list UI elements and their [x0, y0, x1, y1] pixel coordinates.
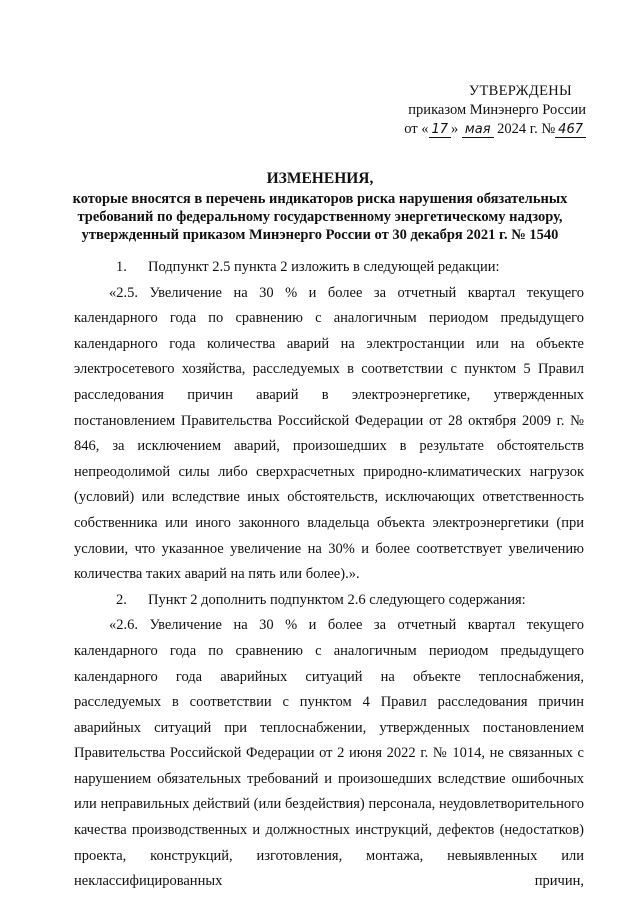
date-mid: » [451, 121, 462, 137]
date-year: 2024 г. № [493, 121, 556, 137]
document-title [70, 170, 570, 244]
date-day: 17 [429, 122, 452, 138]
order-number: 467 [555, 122, 586, 138]
item-2 [74, 588, 584, 614]
document-body [74, 255, 584, 895]
item-1 [74, 255, 584, 281]
approval-order: приказом Минэнерго России [408, 102, 586, 118]
approval-stamp [366, 82, 586, 139]
title-heading: ИЗМЕНЕНИЯ, [266, 170, 374, 187]
item-1-quote: «2.5. Увеличение на 30 % и более за отчетный квартал текущего календарного года по сравнению с аналогичным периодом предыдущего календарного года количества аварий на электростанции или на объекте электросетевого хозяйства, расследуемых в соответствии с пунктом 5 Правил расследования причин аварий в электроэнергетике, утвержденных постановлением Правительства Российской Федерации от 28 октября 2009 г. № 846, за исключением аварий, произошедших в результате обстоятельств непреодолимой силы либо сверхрасчетных природно-климатических нагрузок (условий) или вследствие иных обстоятельств, исключающих ответственность собственника или иного законного владельца объекта электроэнергетики (при условии, что указанное увеличение на 30% и более соответствует увеличению количества таких аварий на пять или более).». [74, 284, 584, 583]
date-prefix: от « [404, 121, 429, 137]
item-1-number: 1. [116, 259, 127, 275]
approval-date [366, 120, 586, 139]
date-month: мая [462, 122, 494, 138]
approval-heading: УТВЕРЖДЕНЫ [468, 83, 572, 99]
item-2-quote: «2.6. Увеличение на 30 % и более за отчетный квартал текущего календарного года по сравнению с аналогичным периодом предыдущего календарного года аварийных ситуаций на объекте теплоснабжения, расследуемых в соответствии с пунктом 4 Правил расследования причин аварийных ситуаций при теплоснабжении, утвержденных постановлением Правительства Российской Федерации от 2 июня 2022 г. № 1014, не связанных с нарушением обязательных требований и произошедших вследствие ошибочных или неправильных действий (или бездействия) персонала, неудовлетворительного качества производственных и должностных инструкций, дефектов (недостатков) проекта, конструкций, изготовления, монтажа, невыявленных или неклассифицированных причин, [74, 617, 584, 890]
item-2-text: Пункт 2 дополнить подпунктом 2.6 следующего содержания: [148, 591, 526, 608]
item-1-text: Подпункт 2.5 пункта 2 изложить в следующей редакции: [148, 259, 500, 275]
item-2-number: 2. [116, 591, 127, 608]
title-subtitle: которые вносятся в перечень индикаторов риска нарушения обязательных требований по федеральному государственному энергетическому надзору, утвержденный приказом Минэнерго России от 30 декабря 2021 г. № 1540 [72, 191, 568, 243]
